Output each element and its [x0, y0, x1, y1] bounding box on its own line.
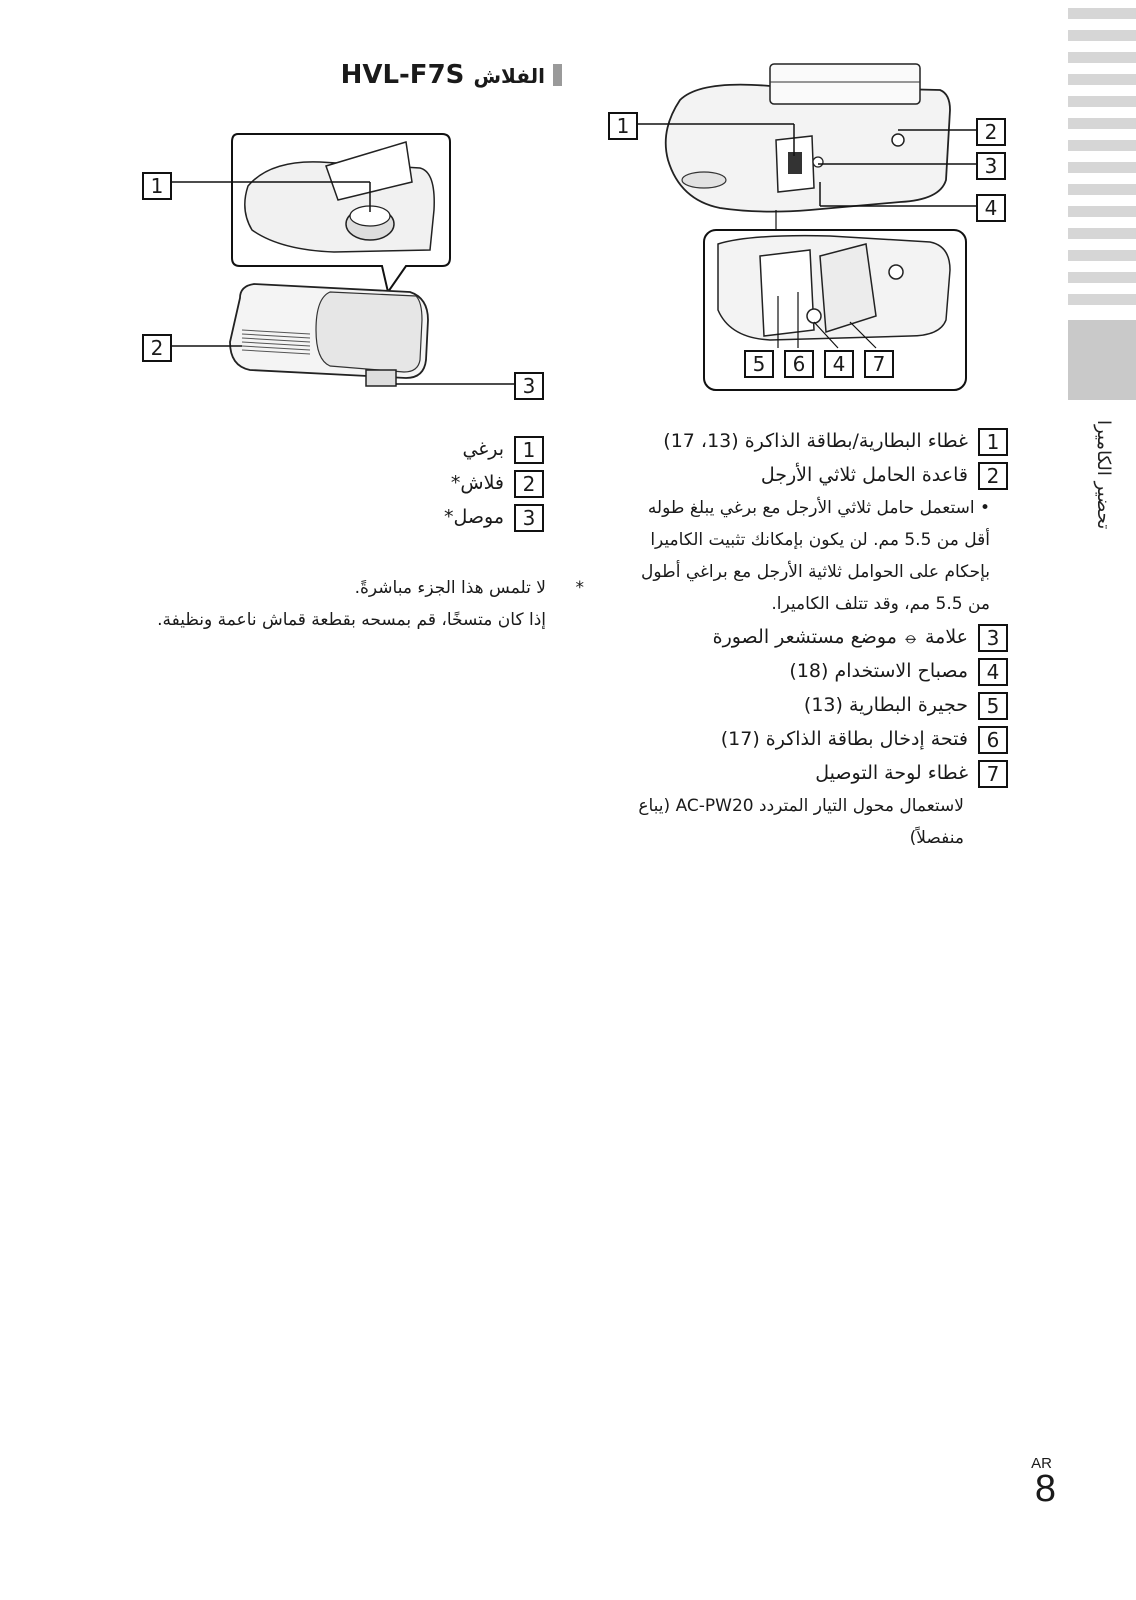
heading-model: HVL-F7S — [340, 60, 465, 90]
item-label: علامة ⦵ موضع مستشعر الصورة — [712, 626, 968, 648]
camera-legend — [588, 424, 1008, 854]
list-item — [588, 424, 1008, 458]
flash-footnote — [146, 572, 584, 636]
camera-callout-6: 6 — [784, 350, 814, 378]
tripod-note-line: أقل من 5.5 مم. لن يكون بإمكانك تثبيت الكاميرا — [650, 530, 990, 550]
item-number: 5 — [978, 692, 1008, 720]
item-number: 2 — [978, 462, 1008, 490]
item-label: غطاء لوحة التوصيل — [815, 762, 968, 784]
item-number: 3 — [514, 504, 544, 532]
item-label: غطاء البطارية/بطاقة الذاكرة (13، 17) — [663, 430, 968, 452]
camera-callout-2: 2 — [976, 118, 1006, 146]
camera-callout-5: 5 — [744, 350, 774, 378]
item-number: 6 — [978, 726, 1008, 754]
item-number: 4 — [978, 658, 1008, 686]
page-language-code: AR — [1031, 1455, 1052, 1472]
camera-illustration — [600, 60, 1020, 400]
list-item — [244, 500, 544, 534]
heading-marker — [553, 64, 562, 86]
list-item — [588, 654, 1008, 688]
list-item — [588, 722, 1008, 756]
connector-note — [588, 790, 964, 854]
list-item — [588, 688, 1008, 722]
flash-legend — [244, 432, 544, 534]
item-number: 1 — [978, 428, 1008, 456]
item-number: 2 — [514, 470, 544, 498]
tripod-note — [588, 492, 990, 620]
item-number: 1 — [514, 436, 544, 464]
tripod-note-line: بإحكام على الحوامل ثلاثية الأرجل مع براغي أطول — [641, 562, 990, 582]
item-label: موصل* — [443, 506, 504, 528]
tripod-note-line: • استعمل حامل ثلاثي الأرجل مع برغي يبلغ طوله — [647, 498, 990, 518]
list-item — [244, 432, 544, 466]
camera-callout-4b: 4 — [824, 350, 854, 378]
list-item — [244, 466, 544, 500]
item-label: حجيرة البطارية (13) — [803, 694, 968, 716]
flash-callout-1: 1 — [142, 172, 172, 200]
footnote-text-2: إذا كان متسخًا، قم بمسحه بقطعة قماش ناعمة ونظيفة. — [157, 610, 546, 630]
connector-note-line: منفصلاً) — [909, 828, 964, 848]
section-side-label: تحضير الكاميرا — [1093, 420, 1114, 530]
item-label: مصباح الاستخدام (18) — [789, 660, 968, 682]
camera-callout-1: 1 — [608, 112, 638, 140]
camera-callout-7: 7 — [864, 350, 894, 378]
item-label: قاعدة الحامل ثلاثي الأرجل — [760, 464, 968, 486]
tripod-note-line: من 5.5 مم، وقد تتلف الكاميرا. — [771, 594, 990, 614]
page-number: 8 — [1034, 1468, 1056, 1510]
camera-callout-3: 3 — [976, 152, 1006, 180]
footnote-text-1: لا تلمس هذا الجزء مباشرةً. — [354, 578, 546, 598]
list-item — [588, 756, 1008, 790]
camera-callout-4: 4 — [976, 194, 1006, 222]
list-item — [588, 458, 1008, 492]
item-label: فلاش* — [450, 472, 504, 494]
footnote-mark: * — [575, 578, 584, 598]
item-label: برغي — [462, 438, 504, 460]
item-number: 3 — [978, 624, 1008, 652]
flash-illustration — [130, 120, 570, 410]
list-item — [588, 620, 1008, 654]
connector-note-line: لاستعمال محول التيار المتردد AC-PW20 (يباع — [638, 796, 964, 816]
flash-section-heading — [300, 60, 562, 90]
flash-callout-2: 2 — [142, 334, 172, 362]
section-tab-strip — [1068, 0, 1136, 430]
heading-word: الفلاش — [473, 64, 545, 88]
flash-callout-3: 3 — [514, 372, 544, 400]
item-label: فتحة إدخال بطاقة الذاكرة (17) — [720, 728, 968, 750]
item-number: 7 — [978, 760, 1008, 788]
